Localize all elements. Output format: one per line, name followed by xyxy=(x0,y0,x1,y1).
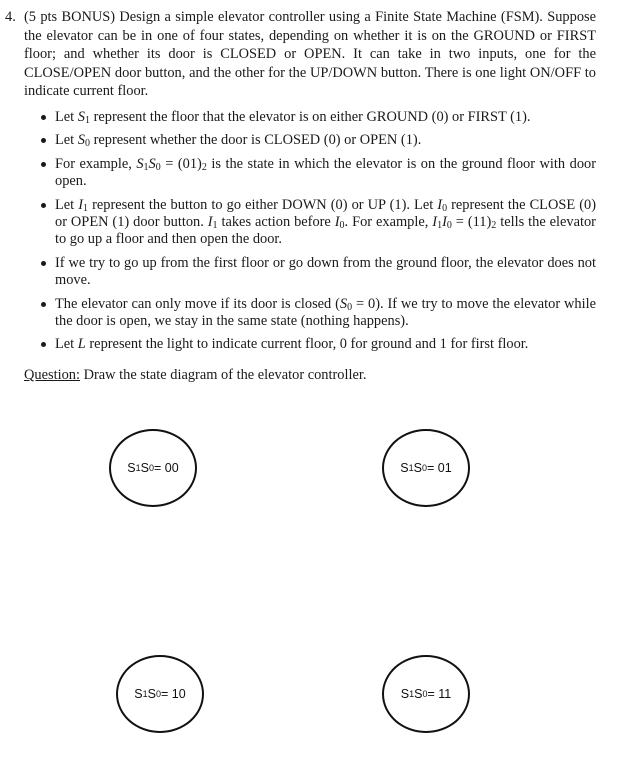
list-item: The elevator can only move if its door is closed $(S_0 = 0)$. If we try to move the elevator while the door is open, we stay in the same state (nothing happens). xyxy=(55,295,596,330)
question xyxy=(0,366,596,384)
list-item: If we try to go up from the first floor or go down from the ground floor, the elevator does not move. xyxy=(55,254,596,289)
list-item: Let L represent the light to indicate current floor, 0 for ground and 1 for first floor. xyxy=(55,336,596,353)
intro-text: (5 pts BONUS) Design a simple elevator controller using a Finite State Machine (FSM). Suppose the elevator can be in one of four states, depending on whether it is on the GROUND or FIRST floor; and whether its door is CLOSED or OPEN. It can take in two inputs, one for the CLOSE/OPEN door button, and the other for the UP/DOWN button. There is one light ON/OFF to indicate current floor. xyxy=(24,9,596,100)
problem-number: 4. xyxy=(5,9,16,25)
state-node-10: S 1 S 0 = 10 xyxy=(116,655,204,733)
list-item: Let $I_1$ represent the button to go either DOWN (0) or UP (1). Let $I_0$ represent the CLOSE (0) or OPEN (1) door button. $I_1$ takes action before $I_0$. For example, $I_1I_0 = (11)_2$ tells the elevator to go up a floor and then open the door. xyxy=(55,196,596,248)
state-node-01: S 1 S 0 = 01 xyxy=(382,429,470,507)
spec-list xyxy=(0,109,596,354)
list-item: For example, $S_1S_0 = (01)_2$ is the state in which the elevator is on the ground floor with door open. xyxy=(55,155,596,190)
list-item: Let $S_1$ represent the floor that the elevator is on either GROUND (0) or FIRST (1). xyxy=(55,109,596,126)
question-label: Question: xyxy=(24,366,80,383)
list-item: Let $S_0$ represent whether the door is CLOSED (0) or OPEN (1). xyxy=(55,132,596,149)
problem-intro xyxy=(0,8,596,101)
question-text: Draw the state diagram of the elevator controller. xyxy=(79,366,367,383)
problem-4 xyxy=(0,8,596,384)
state-node-11: S 1 S 0 = 11 xyxy=(382,655,470,733)
state-node-00: S 1 S 0 = 00 xyxy=(109,429,197,507)
